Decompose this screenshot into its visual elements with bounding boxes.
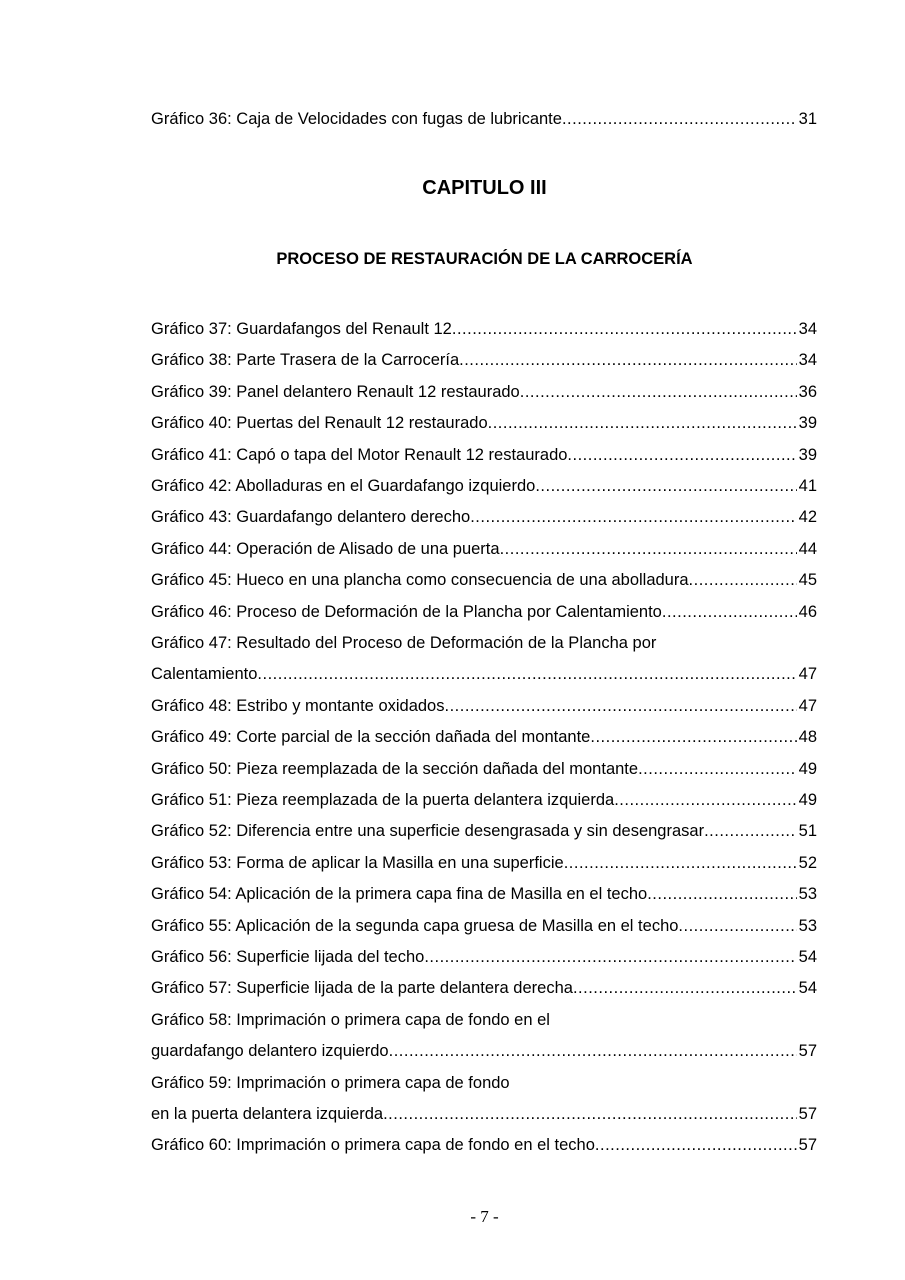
dot-leader bbox=[383, 1104, 797, 1124]
toc-entry bbox=[151, 947, 817, 967]
toc-entry-label: Gráfico 42: Abolladuras en el Guardafango izquierdo bbox=[151, 477, 536, 495]
dot-leader bbox=[562, 109, 797, 129]
dot-leader bbox=[614, 790, 796, 810]
toc-entry-page: 57 bbox=[798, 1105, 817, 1123]
toc-entry-page: 44 bbox=[798, 539, 817, 558]
dot-leader bbox=[567, 445, 796, 465]
toc-entry-label: Gráfico 46: Proceso de Deformación de la Plancha por Calentamiento bbox=[151, 602, 662, 621]
toc-entry bbox=[151, 570, 817, 590]
dot-leader bbox=[573, 978, 797, 998]
toc-entry bbox=[151, 884, 817, 904]
dot-leader bbox=[488, 413, 797, 433]
toc-entry-label: Gráfico 51: Pieza reemplazada de la puerta delantera izquierda bbox=[151, 791, 615, 809]
toc-entry bbox=[151, 1041, 817, 1061]
toc-entry bbox=[151, 696, 817, 716]
dot-leader bbox=[638, 759, 797, 779]
toc-entry-label: Gráfico 55: Aplicación de la segunda capa gruesa de Masilla en el techo bbox=[151, 916, 679, 935]
dot-leader bbox=[445, 696, 797, 716]
toc-entry-page: 36 bbox=[798, 382, 817, 401]
toc-entry-page: 53 bbox=[798, 885, 817, 904]
toc-entry bbox=[151, 382, 817, 402]
toc-entry bbox=[151, 1104, 817, 1124]
toc-entry bbox=[151, 727, 817, 747]
toc-entry bbox=[151, 476, 817, 496]
toc-entry bbox=[151, 539, 817, 559]
toc-entry-label: Gráfico 58: Imprimación o primera capa de fondo en el bbox=[151, 1010, 550, 1029]
toc-entry-page: 51 bbox=[798, 822, 817, 841]
page-number: - 7 - bbox=[470, 1207, 499, 1226]
toc-entry-page: 54 bbox=[798, 979, 817, 998]
toc-entry-label: Gráfico 49: Corte parcial de la sección dañada del montante bbox=[151, 728, 591, 747]
toc-entry bbox=[151, 507, 817, 527]
toc-entry-page: 34 bbox=[798, 351, 817, 370]
toc-entry-page: 34 bbox=[798, 320, 817, 338]
toc-entry-page: 57 bbox=[798, 1136, 817, 1155]
toc-entry-label: Gráfico 56: Superficie lijada del techo bbox=[151, 948, 425, 966]
dot-leader bbox=[590, 727, 796, 747]
dot-leader bbox=[389, 1041, 797, 1061]
dot-leader bbox=[459, 350, 797, 370]
toc-entry-label: Gráfico 57: Superficie lijada de la parte delantera derecha bbox=[151, 979, 573, 998]
toc-entry bbox=[151, 759, 817, 779]
dot-leader bbox=[662, 602, 797, 622]
toc-entry bbox=[151, 319, 817, 339]
toc-entry bbox=[151, 350, 817, 370]
dot-leader bbox=[452, 319, 797, 339]
toc-entry-page: 47 bbox=[798, 665, 817, 684]
toc-entry-label: Gráfico 50: Pieza reemplazada de la sección dañada del montante bbox=[151, 759, 639, 778]
toc-entry-page: 39 bbox=[798, 414, 817, 433]
toc-entry-label: Gráfico 45: Hueco en una plancha como consecuencia de una abolladura bbox=[151, 571, 689, 590]
dot-leader bbox=[500, 539, 797, 559]
toc-entry-page: 42 bbox=[798, 508, 817, 527]
toc-entry-label: Gráfico 60: Imprimación o primera capa de fondo en el techo bbox=[151, 1136, 595, 1155]
toc-entry-page: 57 bbox=[798, 1042, 817, 1061]
toc-entry-page: 49 bbox=[798, 759, 817, 778]
toc-entry-label: Gráfico 41: Capó o tapa del Motor Renault 12 restaurado bbox=[151, 445, 568, 464]
toc-entry bbox=[151, 978, 817, 998]
toc-entry-label: Gráfico 48: Estribo y montante oxidados bbox=[151, 696, 445, 715]
toc-entry bbox=[151, 413, 817, 433]
toc-entry bbox=[151, 445, 817, 465]
toc-entry-page: 52 bbox=[798, 853, 817, 872]
toc-entry bbox=[151, 790, 817, 810]
toc-entry-label: Gráfico 54: Aplicación de la primera capa fina de Masilla en el techo bbox=[151, 885, 648, 904]
toc-entry-page: 39 bbox=[798, 445, 817, 464]
toc-entry bbox=[151, 109, 817, 129]
toc-entry-page: 46 bbox=[798, 602, 817, 621]
toc-entry bbox=[151, 853, 817, 873]
toc-entry-page: 53 bbox=[798, 916, 817, 935]
dot-leader bbox=[678, 916, 796, 936]
toc-entry-label: Gráfico 36: Caja de Velocidades con fugas de lubricante bbox=[151, 110, 562, 128]
toc-entry bbox=[151, 821, 817, 841]
toc-entry bbox=[151, 916, 817, 936]
dot-leader bbox=[257, 664, 796, 684]
toc-entry-label: en la puerta delantera izquierda bbox=[151, 1105, 384, 1123]
toc-entry bbox=[151, 664, 817, 684]
chapter-title: CAPITULO III bbox=[422, 177, 547, 199]
toc-entry-label: Calentamiento bbox=[151, 665, 258, 684]
toc-entry-label: Gráfico 44: Operación de Alisado de una puerta bbox=[151, 539, 500, 558]
toc-entry-page: 41 bbox=[798, 477, 817, 495]
chapter-subtitle: PROCESO DE RESTAURACIÓN DE LA CARROCERÍA bbox=[276, 250, 693, 268]
toc-entry-label: Gráfico 39: Panel delantero Renault 12 restaurado bbox=[151, 382, 520, 401]
toc-entry-label: Gráfico 40: Puertas del Renault 12 restaurado bbox=[151, 414, 488, 433]
dot-leader bbox=[520, 382, 797, 402]
toc-entry-page: 49 bbox=[798, 791, 817, 809]
dot-leader bbox=[647, 884, 796, 904]
dot-leader bbox=[535, 476, 796, 496]
toc-entry-label: Gráfico 53: Forma de aplicar la Masilla en una superficie bbox=[151, 853, 564, 872]
dot-leader bbox=[424, 947, 796, 967]
dot-leader bbox=[470, 507, 796, 527]
toc-entry bbox=[151, 1135, 817, 1155]
toc-entry-label: Gráfico 37: Guardafangos del Renault 12 bbox=[151, 320, 452, 338]
dot-leader bbox=[689, 570, 797, 590]
toc-entry-page: 45 bbox=[798, 571, 817, 590]
toc-entry-label: guardafango delantero izquierdo bbox=[151, 1042, 389, 1061]
toc-entry-label: Gráfico 43: Guardafango delantero derecho bbox=[151, 508, 471, 527]
toc-entry-label: Gráfico 47: Resultado del Proceso de Deformación de la Plancha por bbox=[151, 634, 657, 652]
toc-entry-label: Gráfico 59: Imprimación o primera capa de fondo bbox=[151, 1073, 510, 1092]
dot-leader bbox=[595, 1135, 797, 1155]
toc-entry-page: 54 bbox=[798, 948, 817, 966]
toc-entry-label: Gráfico 52: Diferencia entre una superficie desengrasada y sin desengrasar bbox=[151, 822, 705, 841]
dot-leader bbox=[704, 821, 797, 841]
toc-entry-page: 47 bbox=[798, 696, 817, 715]
toc-entry-label: Gráfico 38: Parte Trasera de la Carrocería bbox=[151, 351, 460, 370]
dot-leader bbox=[564, 853, 797, 873]
toc-entry-page: 48 bbox=[798, 728, 817, 747]
toc-entry-page: 31 bbox=[798, 110, 817, 128]
toc-entry bbox=[151, 602, 817, 622]
